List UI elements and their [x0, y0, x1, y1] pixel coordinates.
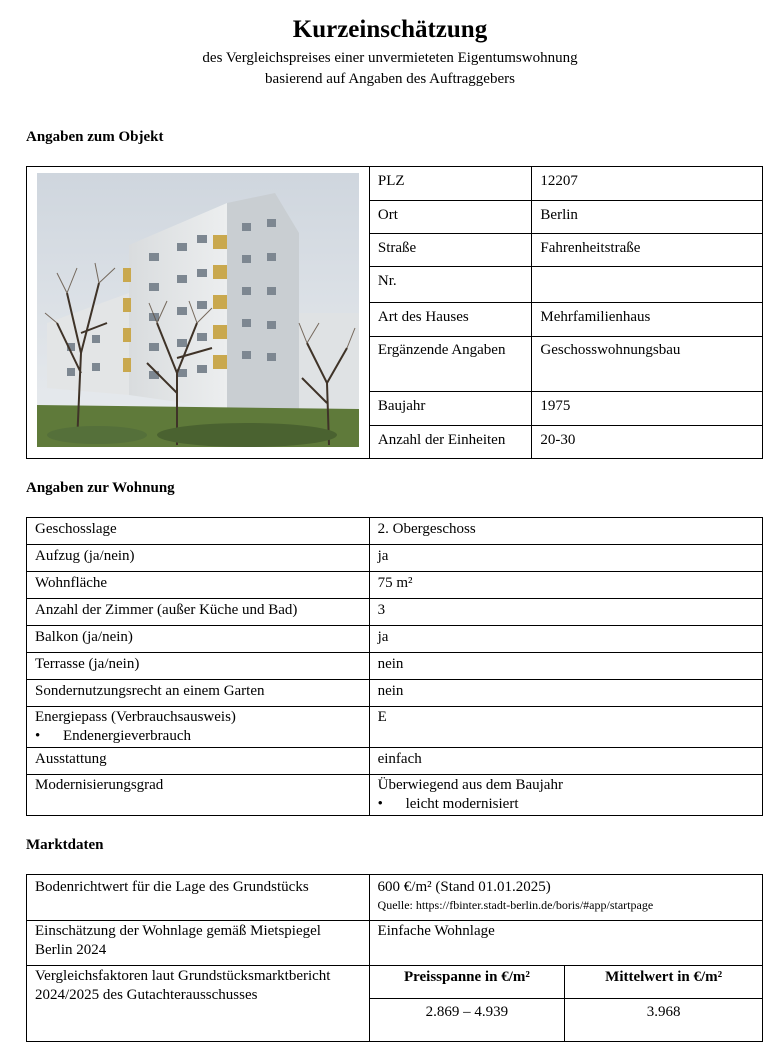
bullet-icon: • — [35, 728, 41, 744]
wohnung-label-ausstattung: Ausstattung — [27, 748, 370, 775]
mittelwert-header: Mittelwert in €/m² — [565, 966, 763, 999]
objekt-value-ort: Berlin — [532, 201, 763, 234]
objekt-value-einheiten: 20-30 — [532, 426, 763, 459]
wohnung-table — [26, 517, 763, 816]
section-heading-markt: Marktdaten — [26, 837, 104, 853]
markt-label-bodenrichtwert: Bodenrichtwert für die Lage des Grundstücks — [27, 875, 370, 921]
section-heading-objekt: Angaben zum Objekt — [26, 129, 164, 145]
wohnung-label-energiepass-bullet: Endenergieverbrauch — [63, 728, 191, 744]
wohnung-value-ausstattung: einfach — [369, 748, 762, 775]
wohnung-label-energiepass-cell — [27, 707, 370, 748]
objekt-label-ergaenzend: Ergänzende Angaben — [369, 337, 532, 392]
wohnung-value-zimmer: 3 — [369, 599, 762, 626]
list-item — [378, 795, 754, 814]
objekt-label-ort: Ort — [369, 201, 532, 234]
wohnung-label-modernisierung: Modernisierungsgrad — [27, 775, 370, 816]
objekt-label-plz: PLZ — [369, 167, 532, 201]
section-heading-wohnung: Angaben zur Wohnung — [26, 480, 175, 496]
wohnung-label-terrasse: Terrasse (ja/nein) — [27, 653, 370, 680]
wohnung-value-garten: nein — [369, 680, 762, 707]
wohnung-value-wohnflaeche: 75 m² — [369, 572, 762, 599]
objekt-value-art: Mehrfamilienhaus — [532, 303, 763, 337]
building-photo — [37, 173, 359, 447]
wohnung-value-terrasse: nein — [369, 653, 762, 680]
markt-label-wohnlage: Einschätzung der Wohnlage gemäß Mietspiegel Berlin 2024 — [27, 921, 370, 966]
objekt-label-baujahr: Baujahr — [369, 392, 532, 426]
wohnung-value-modernisierung-bullet: leicht modernisiert — [405, 796, 519, 812]
objekt-value-strasse: Fahrenheitstraße — [532, 234, 763, 267]
markt-value-bodenrichtwert-cell — [369, 875, 762, 921]
objekt-table — [26, 166, 763, 459]
wohnung-label-balkon: Balkon (ja/nein) — [27, 626, 370, 653]
objekt-value-baujahr: 1975 — [532, 392, 763, 426]
wohnung-label-geschosslage: Geschosslage — [27, 518, 370, 545]
document-subtitle-line1: des Vergleichspreises einer unvermieteten Eigentumswohnung — [202, 50, 578, 66]
list-item — [35, 727, 361, 746]
preisspanne-header: Preisspanne in €/m² — [369, 966, 565, 999]
wohnung-value-balkon: ja — [369, 626, 762, 653]
objekt-value-plz: 12207 — [532, 167, 763, 201]
objekt-label-nr: Nr. — [369, 267, 532, 303]
wohnung-label-garten: Sondernutzungsrecht an einem Garten — [27, 680, 370, 707]
markt-table — [26, 874, 763, 1042]
objekt-value-nr — [532, 267, 763, 303]
wohnung-label-wohnflaeche: Wohnfläche — [27, 572, 370, 599]
objekt-label-art: Art des Hauses — [369, 303, 532, 337]
markt-source-link[interactable]: Quelle: https://fbinter.stadt-berlin.de/boris/#app/startpage — [377, 898, 654, 912]
wohnung-value-geschosslage: 2. Obergeschoss — [369, 518, 762, 545]
preisspanne-value: 2.869 – 4.939 — [369, 999, 565, 1042]
document-title: Kurzeinschätzung — [292, 16, 488, 43]
building-photo-cell — [27, 167, 370, 459]
wohnung-value-energiepass: E — [369, 707, 762, 748]
wohnung-value-aufzug: ja — [369, 545, 762, 572]
wohnung-label-energiepass: Energiepass (Verbrauchsausweis) — [35, 709, 236, 725]
objekt-value-ergaenzend: Geschosswohnungsbau — [532, 337, 763, 392]
wohnung-value-modernisierung-cell — [369, 775, 762, 816]
document-subtitle-line2: basierend auf Angaben des Auftraggebers — [265, 71, 515, 87]
wohnung-label-aufzug: Aufzug (ja/nein) — [27, 545, 370, 572]
mittelwert-value: 3.968 — [565, 999, 763, 1042]
wohnung-value-modernisierung: Überwiegend aus dem Baujahr — [377, 777, 563, 793]
bullet-icon: • — [377, 796, 383, 812]
objekt-label-strasse: Straße — [369, 234, 532, 267]
wohnung-label-zimmer: Anzahl der Zimmer (außer Küche und Bad) — [27, 599, 370, 626]
markt-value-wohnlage: Einfache Wohnlage — [369, 921, 762, 966]
markt-label-vergleichsfaktoren: Vergleichsfaktoren laut Grundstücksmarktbericht 2024/2025 des Gutachterausschusses — [27, 966, 370, 1042]
markt-value-bodenrichtwert: 600 €/m² (Stand 01.01.2025) — [377, 879, 551, 895]
objekt-label-einheiten: Anzahl der Einheiten — [369, 426, 532, 459]
